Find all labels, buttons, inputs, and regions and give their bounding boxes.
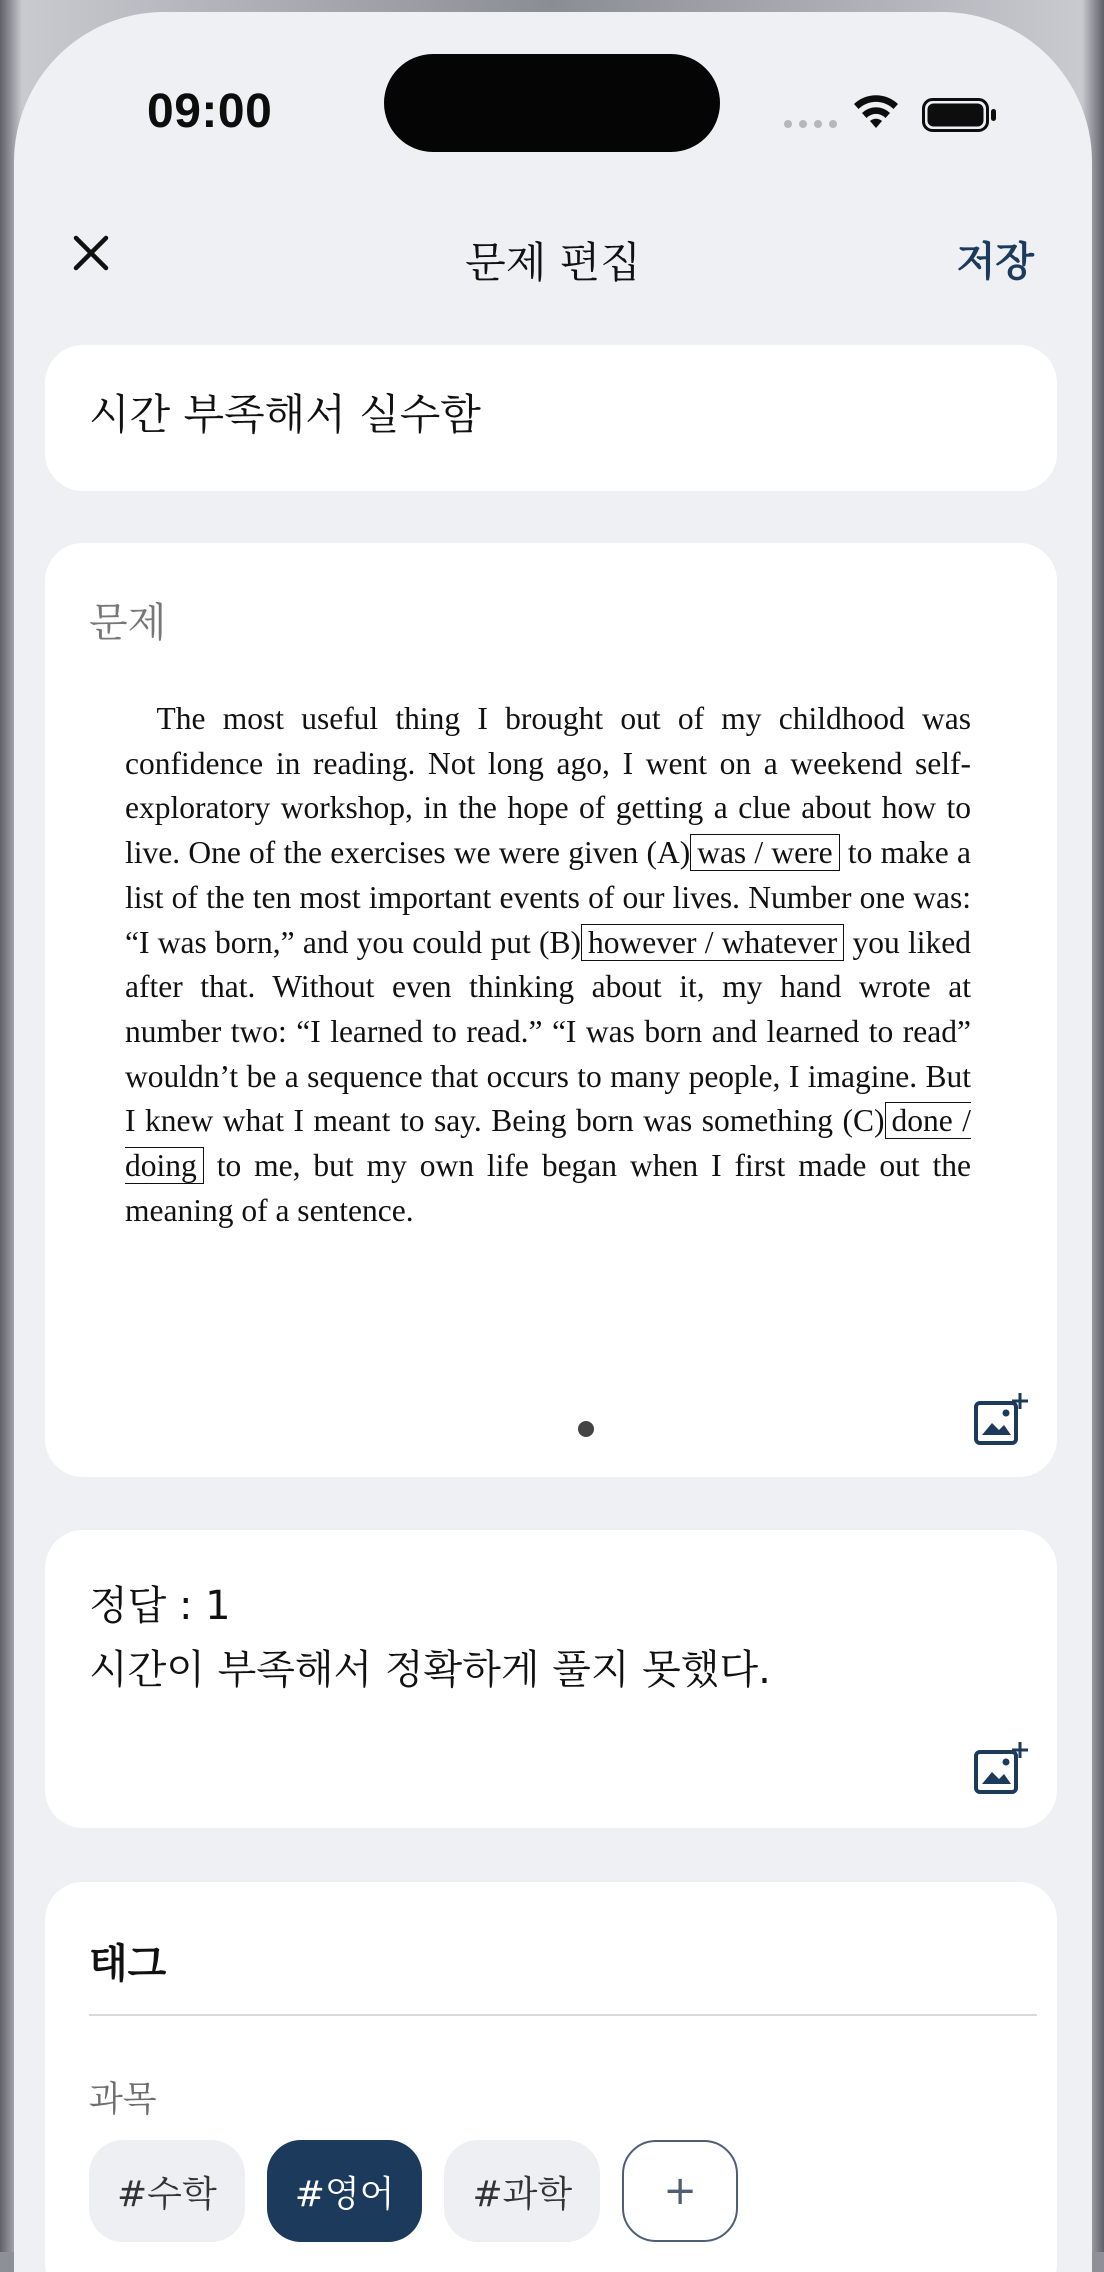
image-add-icon[interactable] xyxy=(973,1391,1029,1447)
app-screen xyxy=(14,12,1092,2272)
problem-label: 문제 xyxy=(89,600,167,646)
choice-box-c: done / doing xyxy=(125,1103,972,1184)
save-button[interactable]: 저장 xyxy=(957,230,1034,287)
add-tag-button[interactable]: + xyxy=(622,2140,738,2242)
tag-heading: 태그 xyxy=(89,1941,167,1987)
title-input[interactable] xyxy=(89,387,1009,436)
tag-chip-math[interactable]: #수학 xyxy=(89,2140,245,2242)
choice-box-a: was / were xyxy=(690,834,839,871)
passage-text-3: you liked after that. Without even thinking about it, my hand wrote at number two: “I learned to read.” “I was born and learned to read” wouldn’t be a sequence that occurs to many people, I imagine. But I knew what I meant to say. Being born was something (C) xyxy=(125,924,971,1139)
divider xyxy=(89,2014,1037,2016)
tag-chip-english[interactable]: #영어 xyxy=(267,2140,423,2242)
problem-image[interactable] xyxy=(125,697,971,1233)
image-add-icon[interactable] xyxy=(973,1740,1029,1796)
dynamic-island xyxy=(384,54,720,152)
passage-text-1: The most useful thing I brought out of my childhood was confidence in reading. Not long ago, I went on a weekend self-exploratory workshop, in the hope of getting a clue about how to live. One of the exercises we were given (A) xyxy=(125,701,971,871)
answer-note: 시간이 부족해서 정확하게 풀지 못했다. xyxy=(89,1647,771,1693)
battery-icon xyxy=(922,98,998,132)
choice-box-b: however / whatever xyxy=(581,924,844,961)
passage-text-2: to make a list of the ten most important events of our lives. Number one was: “I was born,” and you could put (B) xyxy=(125,835,971,960)
cellular-signal-icon xyxy=(784,120,837,128)
subject-label: 과목 xyxy=(89,2080,157,2120)
subject-chip-list xyxy=(89,2140,738,2242)
problem-card xyxy=(45,543,1057,1477)
wifi-icon xyxy=(852,92,900,132)
answer-card[interactable] xyxy=(45,1530,1057,1828)
tag-chip-science[interactable]: #과학 xyxy=(444,2140,600,2242)
passage-text-4: to me, but my own life began when I first made out the meaning of a sentence. xyxy=(125,1148,971,1228)
page-title: 문제 편집 xyxy=(465,238,641,287)
tag-card xyxy=(45,1882,1057,2272)
status-time: 09:00 xyxy=(147,85,273,138)
title-card xyxy=(45,345,1057,491)
page-indicator-dot xyxy=(578,1421,594,1437)
answer-text: 정답 : 1 xyxy=(89,1583,231,1629)
